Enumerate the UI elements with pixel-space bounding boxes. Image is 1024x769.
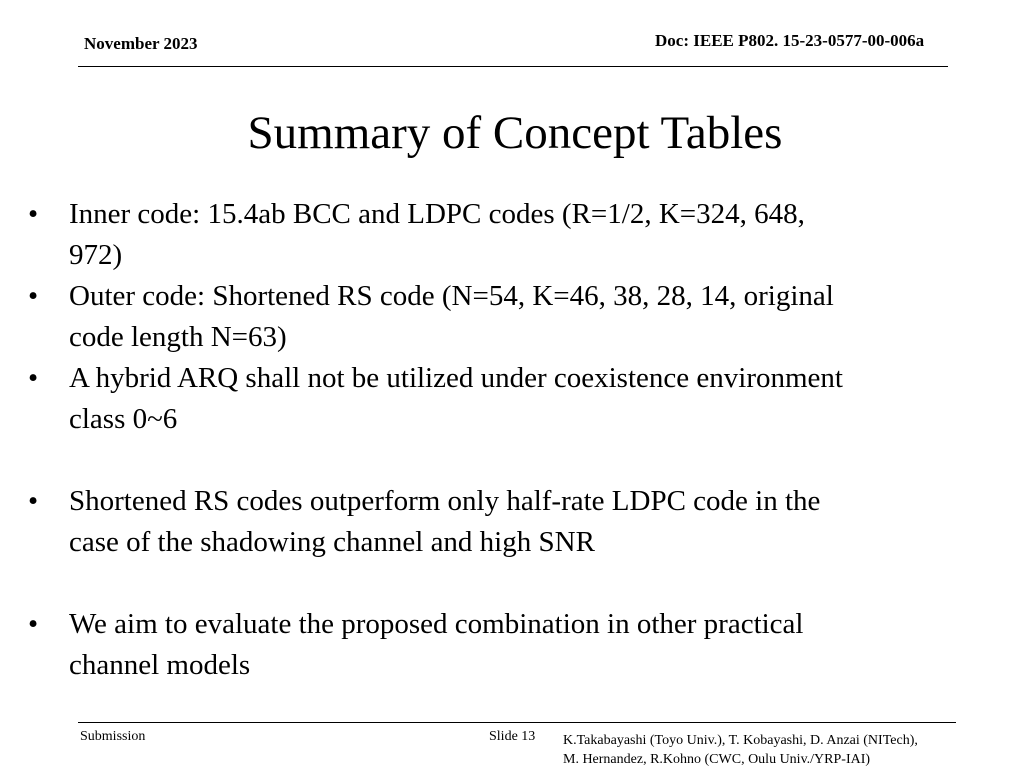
footer-slide-number: Slide 13 [489,729,536,744]
bullet-text-line2: channel models [69,649,251,681]
footer-submission: Submission [80,729,146,744]
footer-divider [78,722,956,723]
bullet-text-line1: Outer code: Shortened RS code (N=54, K=46, 38, 28, 14, original [69,280,834,312]
bullet-dot-icon: • [28,362,39,394]
bullet-item [28,604,1013,686]
bullet-text-line1: A hybrid ARQ shall not be utilized under coexistence environment [69,362,843,394]
footer-authors-line1: K.Takabayashi (Toyo Univ.), T. Kobayashi, D. Anzai (NITech), [563,733,918,748]
bullet-item [28,276,1013,358]
bullet-item [28,194,1013,276]
bullet-spacer [28,563,1013,604]
bullet-dot-icon: • [28,280,39,312]
bullet-text-line1: We aim to evaluate the proposed combination in other practical [69,608,804,640]
bullet-dot-icon: • [28,485,39,517]
header-divider [78,66,948,67]
bullet-text-line1: Inner code: 15.4ab BCC and LDPC codes (R=1/2, K=324, 648, [69,198,805,230]
header-doc-id: Doc: IEEE P802. 15-23-0577-00-006a [655,31,925,50]
bullet-spacer [28,440,1013,481]
bullet-text-line2: code length N=63) [69,321,287,353]
header-date: November 2023 [84,34,198,53]
footer-authors [563,731,918,769]
bullet-text-line2: case of the shadowing channel and high SNR [69,526,595,558]
bullet-text-line2: 972) [69,239,123,271]
bullet-item [28,358,1013,440]
bullet-list [28,194,1013,686]
footer-authors-line2: M. Hernandez, R.Kohno (CWC, Oulu Univ./YRP-IAI) [563,752,871,767]
bullet-dot-icon: • [28,198,39,230]
bullet-text-line1: Shortened RS codes outperform only half-rate LDPC code in the [69,485,821,517]
bullet-dot-icon: • [28,608,39,640]
slide-title: Summary of Concept Tables [247,107,783,159]
bullet-text-line2: class 0~6 [69,403,178,435]
bullet-item [28,481,1013,563]
